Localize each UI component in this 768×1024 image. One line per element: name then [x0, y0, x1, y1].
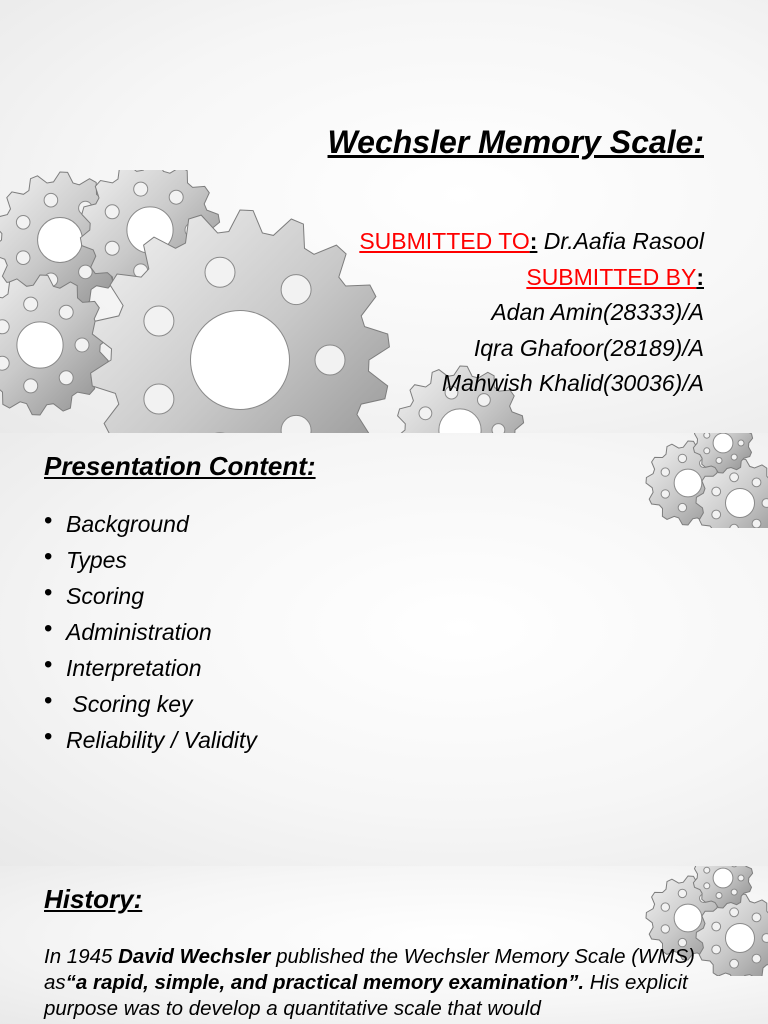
submitted-to-name: Dr.Aafia Rasool	[537, 228, 704, 254]
list-item: • Interpretation	[44, 655, 257, 691]
contents-slide	[0, 433, 768, 866]
list-item: • Scoring	[44, 583, 257, 619]
member-name: Adan Amin(28333)/A	[491, 299, 704, 325]
contents-list	[44, 511, 257, 763]
credits-block	[359, 224, 704, 402]
member-name: Iqra Ghafoor(28189)/A	[473, 334, 704, 361]
list-item: • Types	[44, 547, 257, 583]
submitted-to-line	[359, 224, 704, 260]
history-rest: His explicit purpose was to develop a quantitative scale that would	[44, 971, 688, 1020]
list-item: • Reliability / Validity	[44, 727, 257, 763]
history-heading: History:	[44, 884, 143, 914]
list-item: • Scoring key	[44, 691, 257, 727]
gear-cluster-icon	[628, 433, 768, 528]
history-intro: In 1945	[44, 945, 119, 968]
history-quote: “a rapid, simple, and practical memory examination”.	[65, 971, 585, 994]
list-item: • Background	[44, 511, 257, 547]
submitted-by-label: SUBMITTED BY	[526, 263, 697, 290]
history-slide	[0, 866, 768, 1024]
list-item: • Administration	[44, 619, 257, 655]
presentation-title: Wechsler Memory Scale:	[327, 124, 704, 160]
member-name: Mahwish Khalid(30036)/A	[441, 370, 704, 396]
history-paragraph	[44, 944, 724, 1022]
history-author: David Wechsler	[118, 945, 271, 968]
history-mid: published the Wechsler Memory Scale (WMS) as	[44, 945, 695, 994]
submitted-by-colon: :	[696, 263, 704, 290]
contents-heading: Presentation Content:	[44, 451, 316, 481]
title-slide	[0, 0, 768, 433]
submitted-to-colon: :	[529, 228, 538, 254]
submitted-to-label: SUBMITTED TO	[359, 228, 530, 254]
submitted-by-line	[359, 260, 704, 296]
